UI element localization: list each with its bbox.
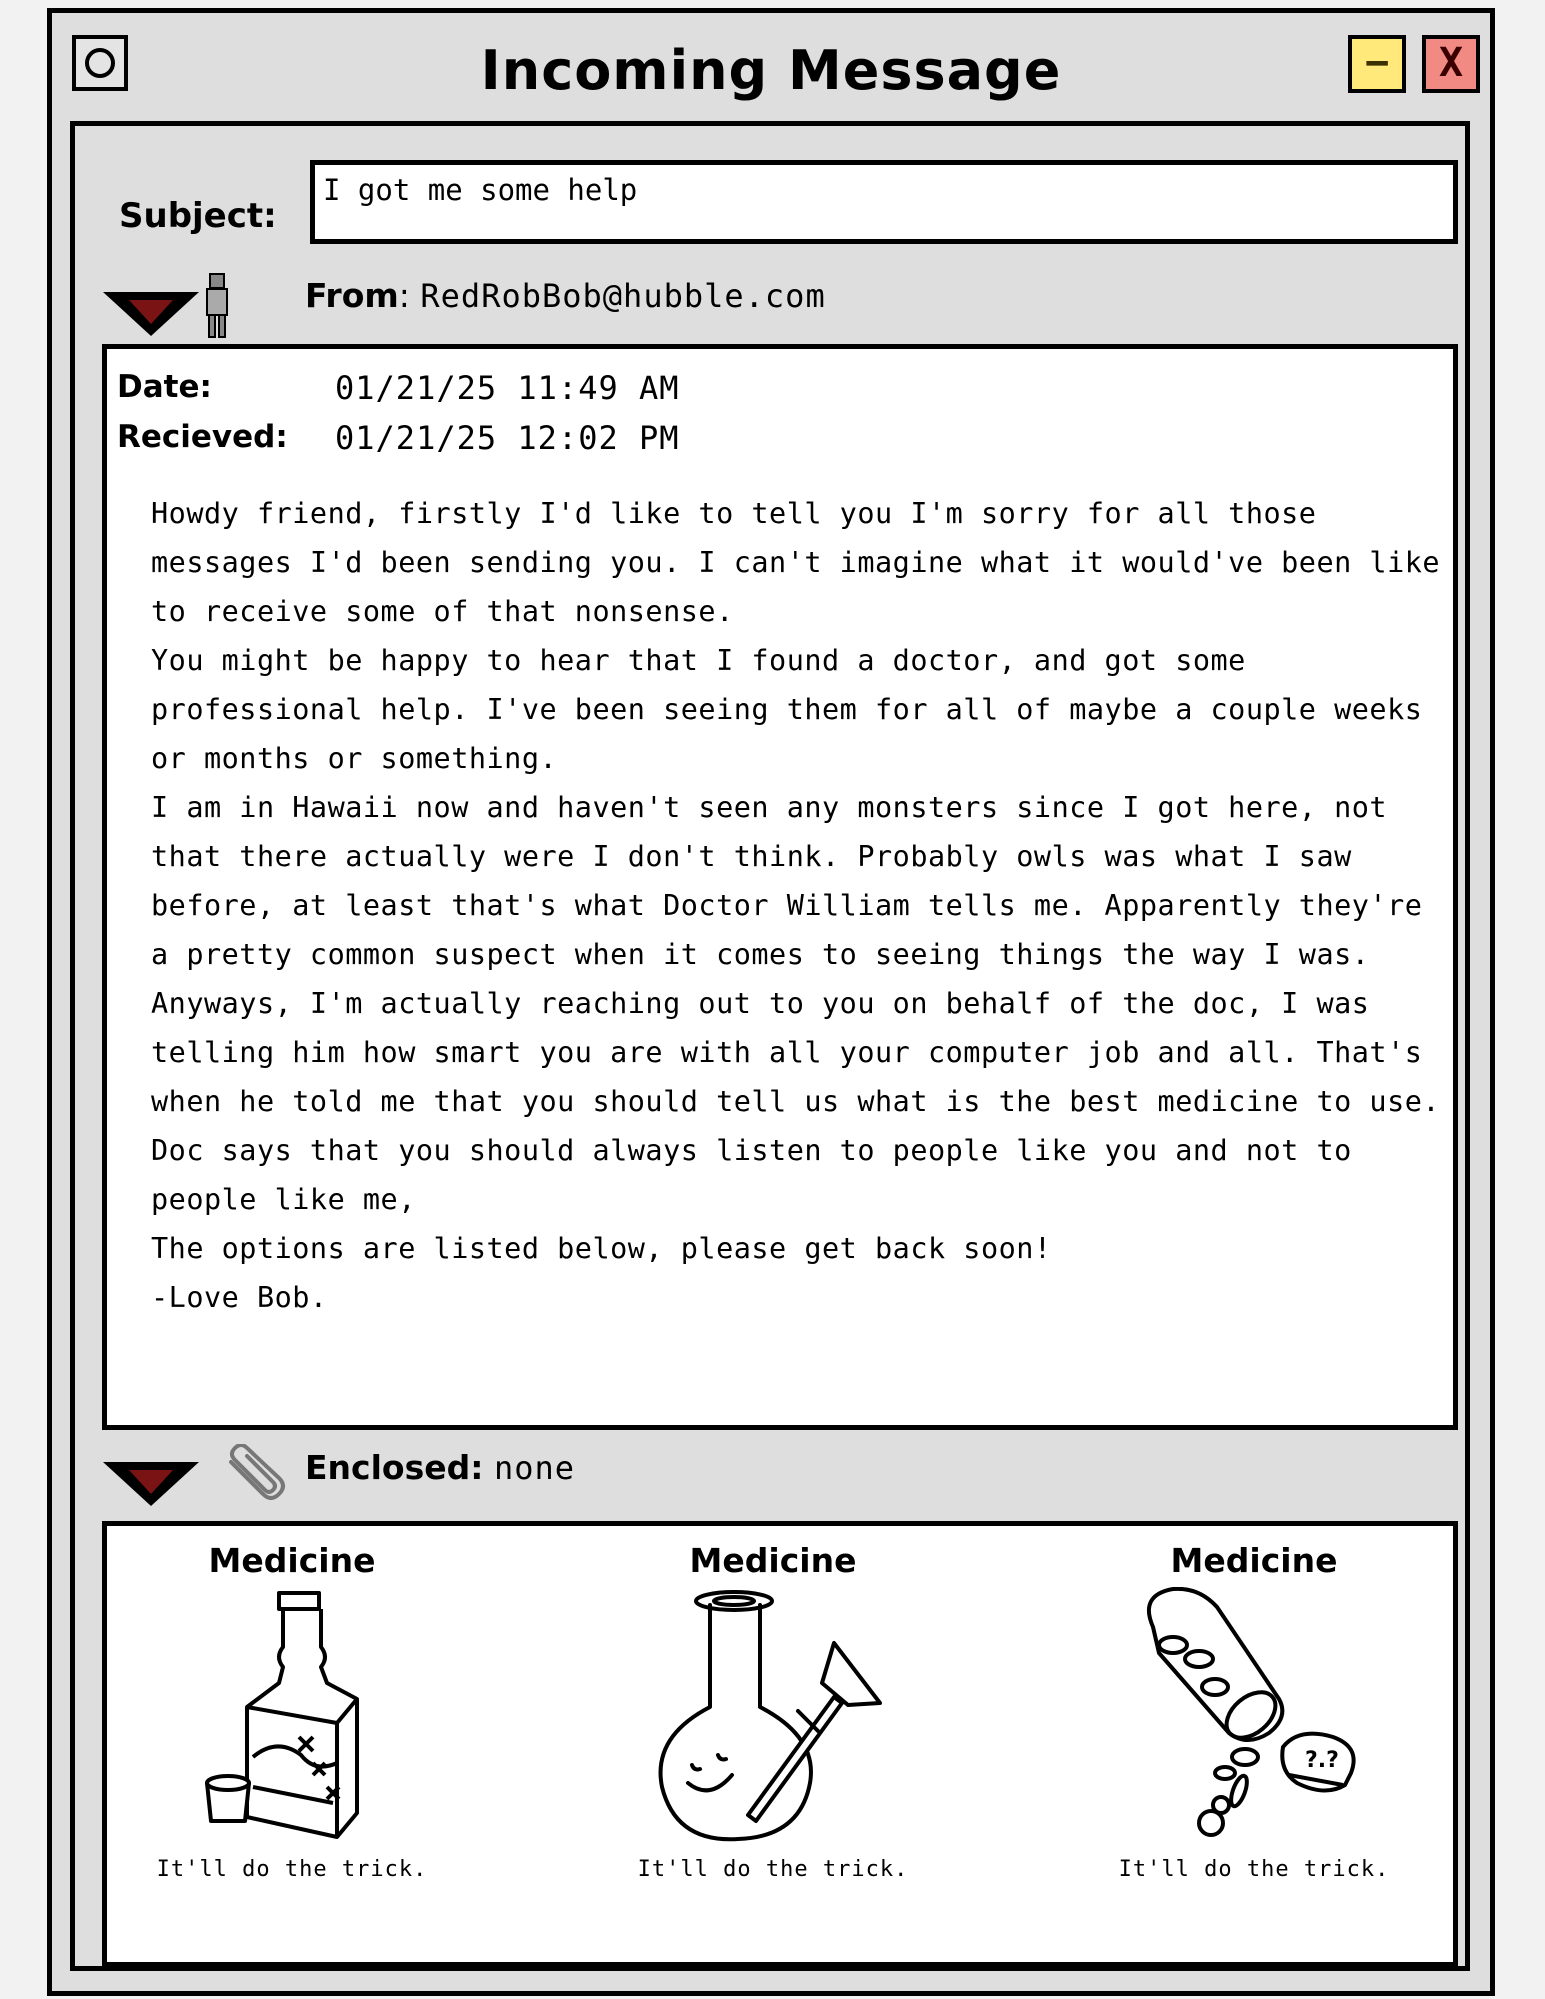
message-paragraph: The options are listed below, please get back soon! [151,1232,1052,1265]
date-label: Date: [117,369,212,405]
message-paragraph: You might be happy to hear that I found a doctor, and got some professional help. I've been seeing them for all of maybe a couple weeks or months or something. [151,644,1423,775]
enclosed-label: Enclosed: [305,1448,484,1487]
medicine-title: Medicine [208,1541,376,1580]
message-paragraph: I am in Hawaii now and haven't seen any monsters since I got here, not that there actually were I don't think. Probably owls was what I saw before, at least that's what Doctor William tells me. Apparently they're a pretty common suspect when it comes to seeing things the way I was. [151,791,1423,971]
from-separator: : [398,276,410,315]
person-icon [199,272,235,340]
medicine-option-1[interactable] [142,1541,442,1882]
svg-text:?.?: ?.? [1305,1748,1339,1773]
window-title: Incoming Message [480,39,1062,102]
close-button[interactable]: X [1422,35,1480,93]
medicine-title: Medicine [1170,1541,1338,1580]
from-row [305,276,826,315]
date-value: 01/21/25 11:49 AM [335,369,680,407]
medicine-option-2[interactable] [623,1541,923,1882]
medicine-caption: It'll do the trick. [156,1857,428,1882]
enclosed-value: none [493,1449,575,1487]
medicine-caption: It'll do the trick. [1118,1857,1390,1882]
message-paragraph: Howdy friend, firstly I'd like to tell you I'm sorry for all those messages I'd been sending you. I can't imagine what it would've been like to receive some of that nonsense. [151,497,1441,628]
minimize-button[interactable]: − [1348,35,1406,93]
medicine-option-3[interactable] [1104,1541,1404,1882]
from-label: From [305,276,399,315]
message-panel [70,121,1470,1971]
whiskey-bottle-icon [197,1587,387,1847]
message-paragraph: -Love Bob. [151,1281,328,1314]
from-address[interactable]: RedRobBob@hubble.com [420,277,826,315]
message-text [151,489,1441,1322]
received-value: 01/21/25 12:02 PM [335,419,680,457]
message-window [47,8,1495,1996]
pill-bottle-icon [1129,1587,1379,1847]
paperclip-icon [221,1444,289,1508]
medicine-options [102,1521,1458,1967]
disclosure-triangle-icon[interactable] [103,292,199,336]
enclosed-row [305,1448,575,1487]
disclosure-triangle-icon[interactable] [103,1462,199,1506]
received-label: Recieved: [117,419,288,455]
bong-icon [648,1587,898,1847]
message-paragraph: Anyways, I'm actually reaching out to you on behalf of the doc, I was telling him how smart you are with all your computer job and all. That's when he told me that you should tell us what is the best medicine to use. Doc says that you should always listen to people like you and not to people like me, [151,987,1441,1216]
subject-field[interactable]: I got me some help [310,160,1458,244]
message-body-box [102,344,1458,1430]
medicine-title: Medicine [689,1541,857,1580]
subject-label: Subject: [119,196,277,236]
medicine-caption: It'll do the trick. [637,1857,909,1882]
